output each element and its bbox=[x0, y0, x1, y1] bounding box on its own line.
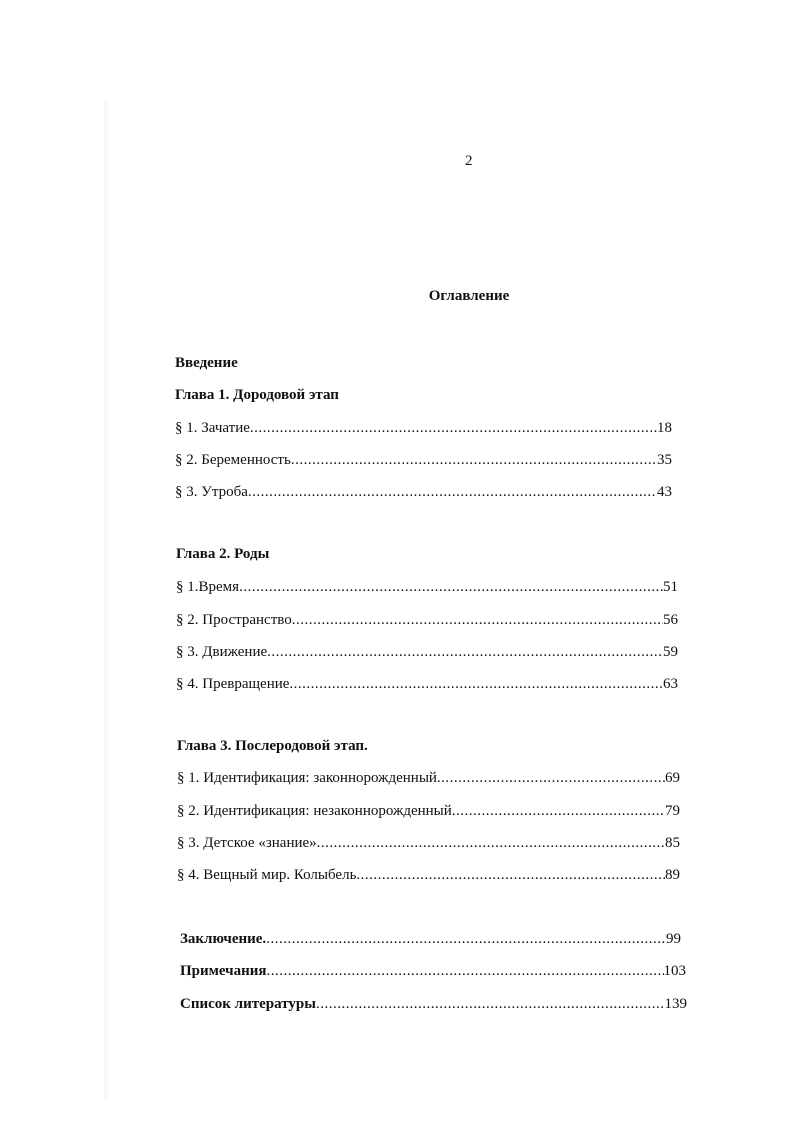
toc-entry-label: § 4. Превращение bbox=[176, 676, 290, 692]
toc-entry bbox=[175, 482, 672, 502]
toc-entry-page: 18 bbox=[657, 420, 672, 436]
toc-entry-page: 139 bbox=[664, 996, 687, 1012]
toc-entry-label: § 1. Идентификация: законнорожденный bbox=[177, 770, 437, 786]
dot-leader bbox=[289, 674, 663, 694]
toc-entry-page: 69 bbox=[665, 770, 680, 786]
toc-entry-page: 63 bbox=[663, 676, 678, 692]
toc-entry-label: § 1.Время bbox=[176, 579, 240, 595]
scan-edge-shadow bbox=[104, 100, 110, 1100]
dot-leader bbox=[266, 929, 666, 949]
toc-entry-conclusion bbox=[180, 929, 681, 949]
toc-entry bbox=[176, 642, 678, 662]
toc-entry-page: 79 bbox=[665, 803, 680, 819]
dot-leader bbox=[239, 577, 663, 597]
page-number: 2 bbox=[465, 153, 473, 169]
dot-leader bbox=[437, 768, 665, 788]
toc-entry bbox=[177, 801, 680, 821]
toc-introduction: Введение bbox=[175, 355, 238, 371]
toc-entry-page: 99 bbox=[666, 931, 681, 947]
toc-entry bbox=[175, 418, 672, 438]
toc-entry-page: 59 bbox=[663, 644, 678, 660]
toc-entry-label: § 4. Вещный мир. Колыбель bbox=[177, 867, 357, 883]
chapter-3-title: Глава 3. Послеродовой этап. bbox=[177, 738, 368, 754]
dot-leader bbox=[291, 450, 657, 470]
toc-entry-label: § 3. Движение bbox=[176, 644, 268, 660]
toc-entry-label: § 2. Идентификация: незаконнорожденный bbox=[177, 803, 452, 819]
dot-leader bbox=[250, 418, 657, 438]
toc-entry bbox=[175, 450, 672, 470]
toc-entry-label: § 1. Зачатие bbox=[175, 420, 250, 436]
toc-entry bbox=[176, 674, 678, 694]
dot-leader bbox=[316, 994, 665, 1014]
toc-entry-label: § 3. Утроба bbox=[175, 484, 248, 500]
toc-entry-page: 103 bbox=[663, 963, 686, 979]
toc-entry-label: § 2. Беременность bbox=[175, 452, 291, 468]
dot-leader bbox=[248, 482, 657, 502]
toc-entry-label: Список литературы bbox=[180, 996, 316, 1012]
dot-leader bbox=[356, 865, 665, 885]
dot-leader bbox=[267, 642, 663, 662]
toc-entry-page: 43 bbox=[657, 484, 672, 500]
dot-leader bbox=[452, 801, 665, 821]
toc-entry bbox=[176, 610, 678, 630]
toc-entry-bibliography bbox=[180, 994, 687, 1014]
toc-entry-label: Заключение. bbox=[180, 931, 267, 947]
toc-entry-page: 89 bbox=[665, 867, 680, 883]
toc-entry bbox=[177, 865, 680, 885]
toc-title: Оглавление bbox=[428, 288, 510, 304]
toc-entry-label: Примечания bbox=[180, 963, 267, 979]
chapter-1-title: Глава 1. Дородовой этап bbox=[175, 387, 339, 403]
toc-entry-page: 56 bbox=[663, 612, 678, 628]
dot-leader bbox=[317, 833, 665, 853]
toc-entry bbox=[177, 833, 680, 853]
toc-entry-page: 51 bbox=[663, 579, 678, 595]
chapter-2-title: Глава 2. Роды bbox=[176, 546, 270, 562]
toc-entry-notes bbox=[180, 961, 686, 981]
toc-entry-label: § 2. Пространство bbox=[176, 612, 292, 628]
toc-entry-page: 85 bbox=[665, 835, 680, 851]
toc-entry bbox=[177, 768, 680, 788]
toc-entry-page: 35 bbox=[657, 452, 672, 468]
dot-leader bbox=[292, 610, 663, 630]
toc-entry-label: § 3. Детское «знание» bbox=[177, 835, 317, 851]
toc-entry bbox=[176, 577, 678, 597]
dot-leader bbox=[267, 961, 664, 981]
